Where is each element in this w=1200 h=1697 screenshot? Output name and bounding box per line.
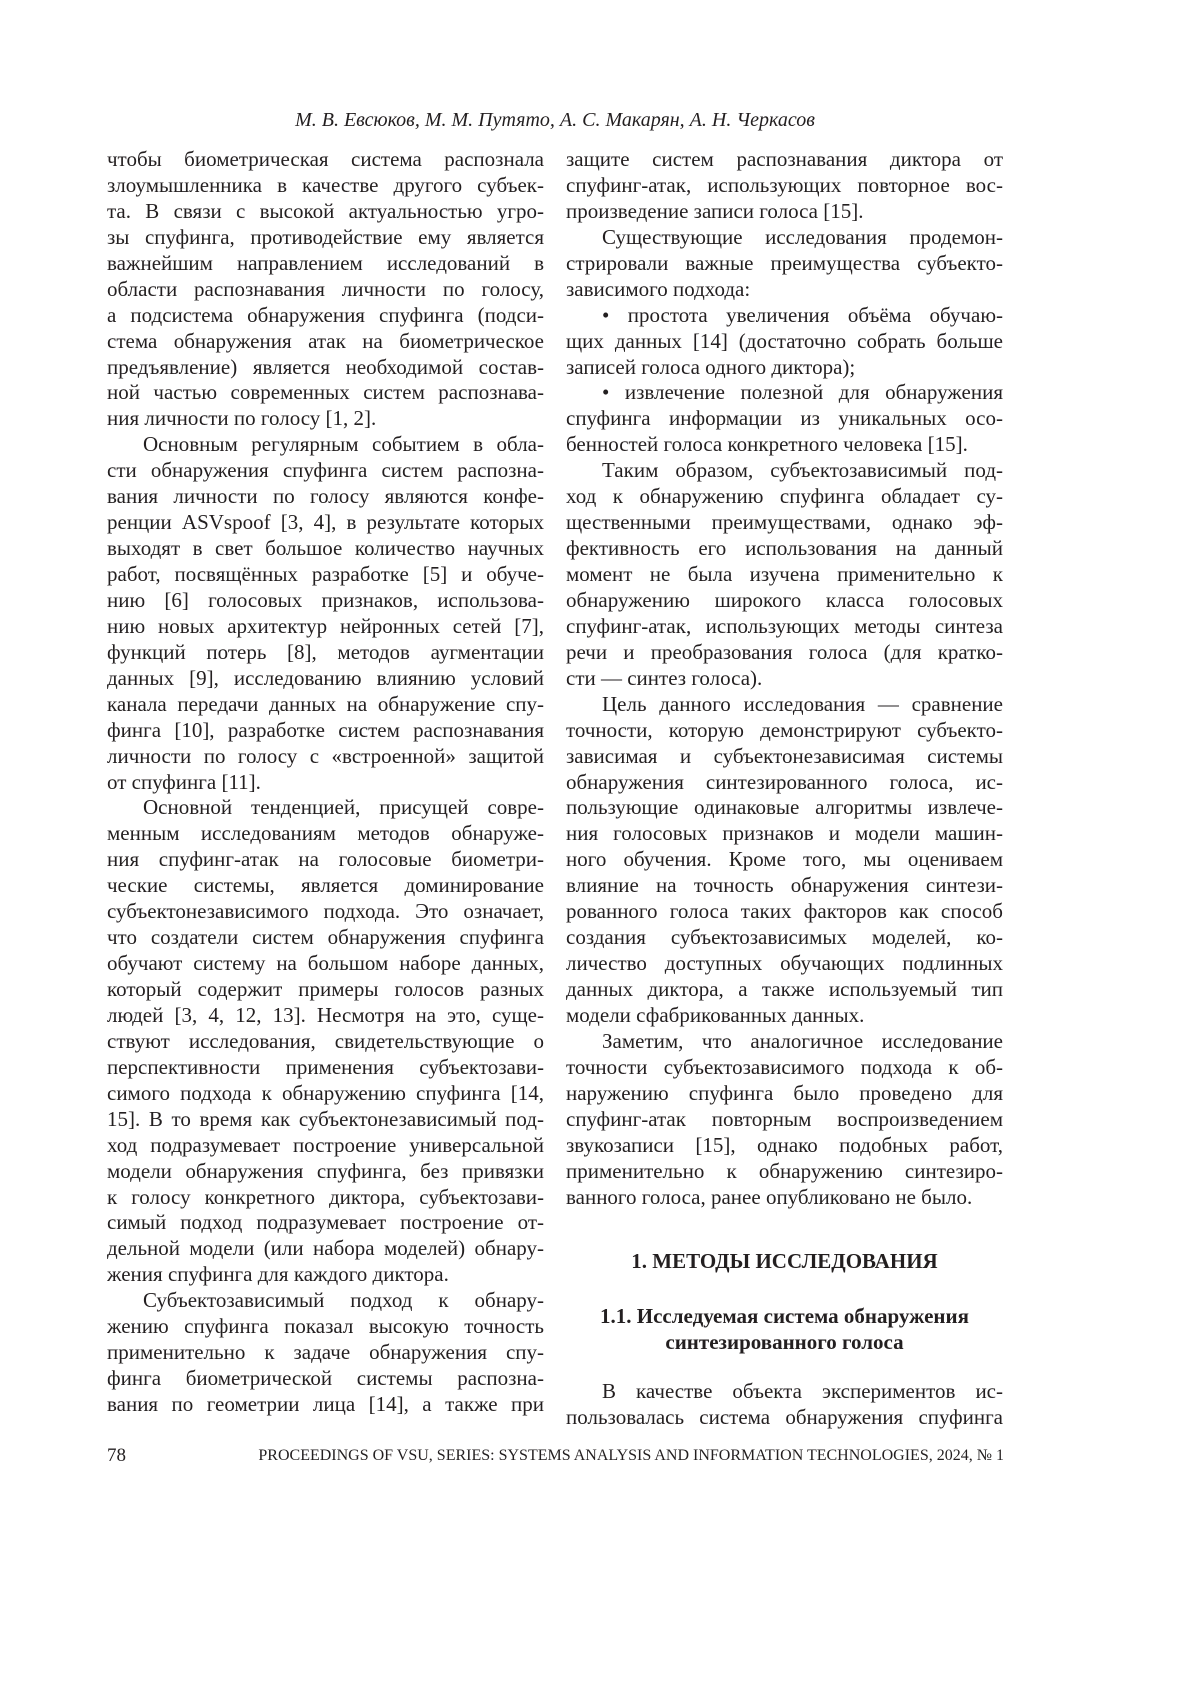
text-line: чтобы биометрическая система распознала [107,147,544,173]
text-line: личности по голосу с «встроенной» защитой [107,744,544,770]
text-line: Основной тенденцией, присущей совре- [107,795,544,821]
text-line: предъявление) является необходимой состав- [107,355,544,381]
text-line: ход подразумевает построение универсальной [107,1133,544,1159]
text-line: точности, которую демонстрируют субъекто- [566,718,1003,744]
text-line: который содержит примеры голосов разных [107,977,544,1003]
text-line: произведение записи голоса [15]. [566,199,1003,225]
text-line: щественными преимуществами, однако эф- [566,510,1003,536]
journal-title: PROCEEDINGS OF VSU, SERIES: SYSTEMS ANALYSIS AND INFORMATION TECHNOLOGIES, 2024, № 1 [163,1443,1004,1469]
text-line: людей [3, 4, 12, 13]. Несмотря на это, суще- [107,1003,544,1029]
text-line: менным исследованиям методов обнаруже- [107,821,544,847]
left-column [107,147,544,1418]
text-line: Цель данного исследования — сравнение [566,692,1003,718]
text-line: точности субъектозависимого подхода к об- [566,1055,1003,1081]
text-line: симого подхода к обнаружению спуфинга [14, [107,1081,544,1107]
text-line: а подсистема обнаружения спуфинга (подси- [107,303,544,329]
text-line: влияние на точность обнаружения синтези- [566,873,1003,899]
section-heading: 1. МЕТОДЫ ИССЛЕДОВАНИЯ [566,1249,1003,1275]
text-line: ного обучения. Кроме того, мы оцениваем [566,847,1003,873]
text-line: субъектонезависимого подхода. Это означает, [107,899,544,925]
text-line: бенностей голоса конкретного человека [15]. [566,432,1003,458]
text-line: от спуфинга [11]. [107,770,544,796]
text-line: данных диктора, а также используемый тип [566,977,1003,1003]
text-line: наружению спуфинга было проведено для [566,1081,1003,1107]
text-line: выходят в свет большое количество научных [107,536,544,562]
text-line: зависимого подхода: [566,277,1003,303]
paragraph [107,432,544,795]
text-line: Заметим, что аналогичное исследование [566,1029,1003,1055]
text-line: финга биометрической системы распозна- [107,1366,544,1392]
text-line: В качестве объекта экспериментов ис- [566,1379,1003,1405]
text-line: пользующие одинаковые алгоритмы извлече- [566,795,1003,821]
text-line: симый подход подразумевает построение от- [107,1210,544,1236]
page-footer [107,1443,1004,1469]
text-line: области распознавания личности по голосу, [107,277,544,303]
text-line: момент не была изучена применительно к [566,562,1003,588]
text-line: речи и преобразования голоса (для кратко- [566,640,1003,666]
paragraph [566,380,1003,458]
text-line: обнаружению широкого класса голосовых [566,588,1003,614]
text-line: спуфинга информации из уникальных осо- [566,406,1003,432]
text-line: обучают систему на большом наборе данных, [107,951,544,977]
text-line: дельной модели (или набора моделей) обнару- [107,1236,544,1262]
text-line: обнаружения синтезированного голоса, ис- [566,770,1003,796]
text-line: работ, посвящённых разработке [5] и обуче- [107,562,544,588]
paragraph [566,225,1003,303]
text-line: данных [9], исследованию влиянию условий [107,666,544,692]
running-head-authors: М. В. Евсюков, М. М. Путято, А. С. Макарян, А. Н. Черкасов [0,106,1110,134]
text-line: применительно к обнаружению синтезиро- [566,1159,1003,1185]
paragraph [107,147,544,432]
text-line: ренции ASVspoof [3, 4], в результате которых [107,510,544,536]
text-line: ния голосовых признаков и модели машин- [566,821,1003,847]
text-line: рованного голоса таких факторов как способ [566,899,1003,925]
text-line: ход к обнаружению спуфинга обладает су- [566,484,1003,510]
text-line: та. В связи с высокой актуальностью угро- [107,199,544,225]
text-line: нию новых архитектур нейронных сетей [7], [107,614,544,640]
text-line: зы спуфинга, противодействие ему является [107,225,544,251]
paragraph [566,147,1003,225]
paragraph [566,692,1003,1029]
text-line: защите систем распознавания диктора от [566,147,1003,173]
text-line: пользовалась система обнаружения спуфинга [566,1405,1003,1431]
text-line: жению спуфинга показал высокую точность [107,1314,544,1340]
text-line: перспективности применения субъектозави- [107,1055,544,1081]
subsection-heading [566,1304,1003,1356]
text-line: модели обнаружения спуфинга, без привязки [107,1159,544,1185]
text-line: к голосу конкретного диктора, субъектозави- [107,1185,544,1211]
text-line: • простота увеличения объёма обучаю- [566,303,1003,329]
text-line: Субъектозависимый подход к обнару- [107,1288,544,1314]
text-line: Существующие исследования продемон- [566,225,1003,251]
paragraph [566,1379,1003,1431]
page-number: 78 [107,1443,126,1469]
text-line: ния спуфинг-атак на голосовые биометри- [107,847,544,873]
text-line: создания субъектозависимых моделей, ко- [566,925,1003,951]
text-line: функций потерь [8], методов аугментации [107,640,544,666]
text-line: модели сфабрикованных данных. [566,1003,1003,1029]
text-line: применительно к задаче обнаружения спу- [107,1340,544,1366]
text-line: личество доступных обучающих подлинных [566,951,1003,977]
text-line: стема обнаружения атак на биометрическое [107,329,544,355]
text-line: ствуют исследования, свидетельствующие о [107,1029,544,1055]
text-line: Основным регулярным событием в обла- [107,432,544,458]
text-line: вания по геометрии лица [14], а также при [107,1392,544,1418]
text-line: злоумышленника в качестве другого субъек- [107,173,544,199]
right-column [566,147,1003,1431]
text-line: ванного голоса, ранее опубликовано не было. [566,1185,1003,1211]
paragraph [107,1288,544,1418]
text-line: сти — синтез голоса). [566,666,1003,692]
paragraph [566,458,1003,691]
paragraph [566,303,1003,381]
paragraph [566,1029,1003,1211]
text-line: финга [10], разработке систем распознавания [107,718,544,744]
text-line: что создатели систем обнаружения спуфинга [107,925,544,951]
text-line: канала передачи данных на обнаружение спу- [107,692,544,718]
text-line: стрировали важные преимущества субъекто- [566,251,1003,277]
text-line: спуфинг-атак, использующих повторное вос- [566,173,1003,199]
text-line: спуфинг-атак, использующих методы синтеза [566,614,1003,640]
text-line: жения спуфинга для каждого диктора. [107,1262,544,1288]
subsection-heading-line: синтезированного голоса [566,1330,1003,1356]
text-line: ческие системы, является доминирование [107,873,544,899]
text-line: сти обнаружения спуфинга систем распозна- [107,458,544,484]
text-line: спуфинг-атак повторным воспроизведением [566,1107,1003,1133]
text-line: вания личности по голосу являются конфе- [107,484,544,510]
text-line: • извлечение полезной для обнаружения [566,380,1003,406]
text-line: зависимая и субъектонезависимая системы [566,744,1003,770]
text-line: записей голоса одного диктора); [566,355,1003,381]
text-line: фективность его использования на данный [566,536,1003,562]
text-line: ной частью современных систем распознава- [107,380,544,406]
subsection-heading-line: 1.1. Исследуемая система обнаружения [566,1304,1003,1330]
text-line: важнейшим направлением исследований в [107,251,544,277]
text-line: ния личности по голосу [1, 2]. [107,406,544,432]
paragraph [107,795,544,1288]
text-line: щих данных [14] (достаточно собрать больше [566,329,1003,355]
text-line: звукозаписи [15], однако подобных работ, [566,1133,1003,1159]
text-line: нию [6] голосовых признаков, использова- [107,588,544,614]
text-line: Таким образом, субъектозависимый под- [566,458,1003,484]
text-line: 15]. В то время как субъектонезависимый под- [107,1107,544,1133]
